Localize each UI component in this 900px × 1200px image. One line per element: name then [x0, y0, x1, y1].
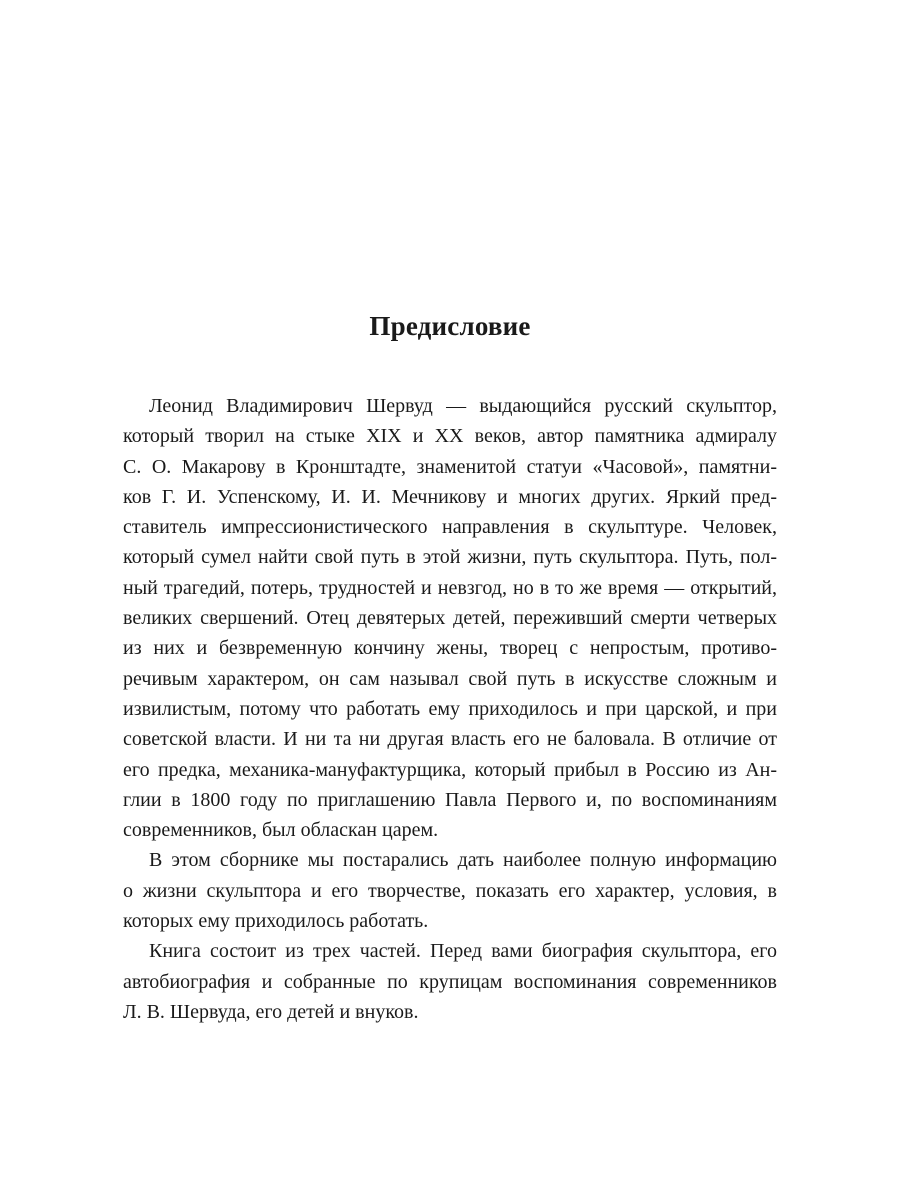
text-line: глии в 1800 году по приглашению Павла Первого и, по воспоминаниям — [123, 788, 777, 811]
page-title: Предисловие — [369, 311, 531, 341]
text-line: современников, был обласкан царем. — [123, 819, 439, 842]
text-line: Л. В. Шервуда, его детей и внуков. — [123, 1000, 419, 1023]
text-line: автобиография и собранные по крупицам воспоминания современников — [123, 970, 777, 993]
preface-body — [123, 391, 777, 1027]
text-line: речивым характером, он сам называл свой путь в искусстве сложным и — [123, 667, 777, 690]
text-line: советской власти. И ни та ни другая власть его не баловала. В отличие от — [123, 728, 777, 751]
text-line: великих свершений. Отец девятерых детей, переживший смерти четверых — [123, 607, 777, 630]
text-line: который творил на стыке XIX и XX веков, автор памятника адмиралу — [123, 425, 777, 448]
text-line: ков Г. И. Успенскому, И. И. Мечникову и многих других. Яркий пред- — [123, 485, 777, 508]
text-line: Книга состоит из трех частей. Перед вами биография скульптора, его — [149, 940, 777, 963]
text-line: ставитель импрессионистического направления в скульптуре. Человек, — [123, 516, 777, 539]
text-line: С. О. Макарову в Кронштадте, знаменитой статуи «Часовой», памятни- — [123, 455, 777, 478]
text-line: В этом сборнике мы постарались дать наиболее полную информацию — [149, 849, 777, 872]
text-line: его предка, механика-мануфактурщика, который прибыл в Россию из Ан- — [123, 758, 777, 781]
text-line: Леонид Владимирович Шервуд — выдающийся русский скульптор, — [149, 395, 777, 417]
text-line: извилистым, потому что работать ему приходилось и при царской, и при — [123, 697, 777, 720]
text-line: ный трагедий, потерь, трудностей и невзгод, но в то же время — открытий, — [123, 576, 777, 599]
text-line: из них и безвременную кончину жены, творец с непростым, противо- — [123, 637, 777, 660]
text-line: который сумел найти свой путь в этой жизни, путь скульптора. Путь, пол- — [123, 546, 777, 569]
text-line: которых ему приходилось работать. — [123, 910, 429, 933]
text-line: о жизни скульптора и его творчестве, показать его характер, условия, в — [123, 879, 777, 902]
